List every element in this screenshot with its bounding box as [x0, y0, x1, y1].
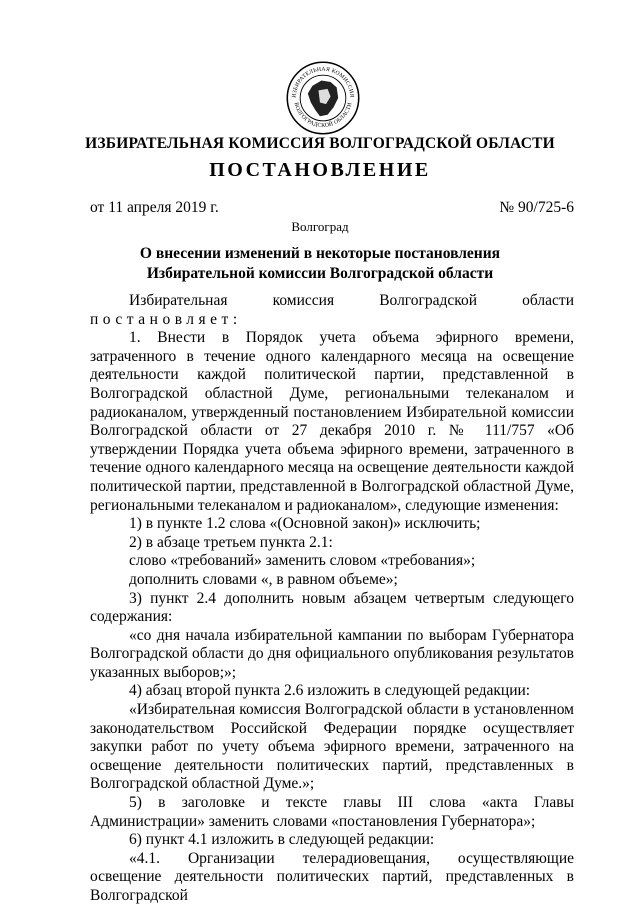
emblem-seal-icon	[285, 60, 361, 136]
commission-emblem	[285, 60, 361, 136]
paragraph-11: 6) пункт 4.1 изложить в следующей редакции:	[129, 831, 435, 849]
paragraph-1: 1. Внести в Порядок учета объема эфирного времени, затраченного в течение одного календарного месяца на освещение деятельности каждой политической партии, представленной в Волгоградской областной Думе, региональными телеканалом и радиоканалом, утвержденный постановлением Избирательной комиссии Волгоградской области от 27 декабря 2010 г. № 111/757 «Об утверждении Порядка учета объема эфирного времени, затраченного в течение одного календарного месяца на освещение деятельности каждой политической партии, представленной в Волгоградской областной Думе, региональными телеканалом и радиоканалом», следующие изменения:	[90, 329, 574, 514]
emblem-ring-top: ИЗБИРАТЕЛЬНАЯ КОМИССИЯ	[291, 66, 355, 98]
paragraph-7: «со дня начала избирательной кампании по выборам Губернатора Волгоградской области до дня официального опубликования результатов указанных выборов;»;	[90, 626, 574, 681]
resolves-line: постановляет:	[90, 310, 242, 328]
document-date: от 11 апреля 2019 г.	[90, 199, 219, 216]
paragraph-5: дополнить словами «, в равном объеме»;	[129, 570, 398, 588]
paragraph-12: «4.1. Организации телерадиовещания, осуществляющие освещение деятельности политических партий, представленных в Волгоградской	[90, 849, 574, 904]
paragraph-8: 4) абзац второй пункта 2.6 изложить в следующей редакции:	[129, 682, 531, 700]
intro-paragraph: Избирательная комиссия Волгоградской области	[129, 292, 574, 309]
document-title	[0, 244, 640, 284]
emblem-ring-bottom: ВОЛГОГРАДСКОЙ ОБЛАСТИ	[292, 101, 354, 129]
title-line-2: Избирательной комиссии Волгоградской области	[146, 265, 494, 282]
title-line-1: О внесении изменений в некоторые постановления	[139, 245, 501, 262]
paragraph-6: 3) пункт 2.4 дополнить новым абзацем четвертым следующего содержания:	[90, 589, 574, 626]
document-type: ПОСТАНОВЛЕНИЕ	[209, 159, 431, 181]
paragraph-3: 2) в абзаце третьем пункта 2.1:	[129, 533, 333, 551]
document-city: Волгоград	[291, 219, 349, 234]
paragraph-4: слово «требований» заменить словом «требования»;	[129, 552, 476, 570]
document-body	[90, 292, 574, 906]
paragraph-9: «Избирательная комиссия Волгоградской области в установленном законодательством Российской Федерации порядке осуществляет закупки работ по учету объема эфирного времени, затраченного на освещение деятельности политических партий, представленных в Волгоградской областной Думе.»;	[90, 701, 574, 793]
paragraph-10: 5) в заголовке и тексте главы III слова «акта Главы Администрации» заменить словами «постановления Губернатора»;	[90, 794, 574, 830]
commission-name: ИЗБИРАТЕЛЬНАЯ КОМИССИЯ ВОЛГОГРАДСКОЙ ОБЛАСТИ	[85, 135, 555, 152]
paragraph-2: 1) в пункте 1.2 слова «(Основной закон)» исключить;	[129, 515, 481, 533]
document-number: № 90/725-6	[499, 199, 574, 216]
